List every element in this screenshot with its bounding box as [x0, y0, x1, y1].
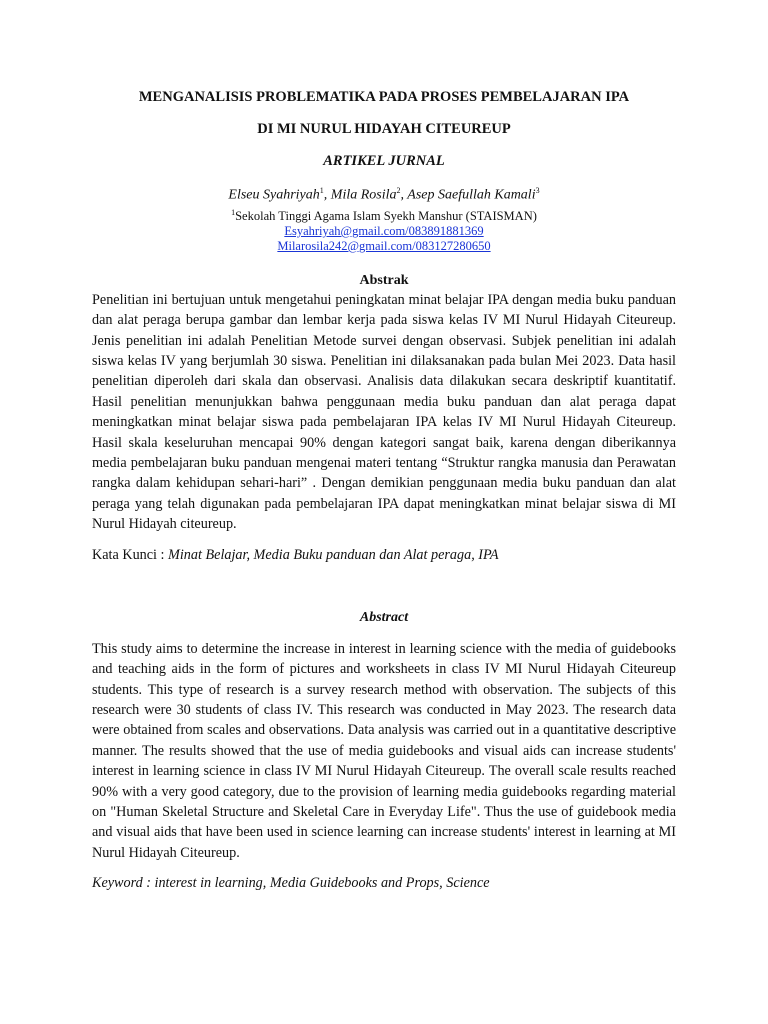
abstrak-body: Penelitian ini bertujuan untuk mengetahui peningkatan minat belajar IPA dengan media buku panduan dan alat peraga berupa gambar dan lembar kerja pada siswa kelas IV MI Nurul Hidayah Citeureup. Jenis penelitian ini adalah Penelitian Metode survei dengan observasi. Subjek penelitian ini adalah siswa kelas IV yang berjumlah 30 siswa. Penelitian ini dilaksanakan pada bulan Mei 2023. Data hasil penelitian diperoleh dari skala dan observasi. Analisis data dilakukan secara deskriptif kuantitatif. Hasil penelitian menunjukkan bahwa penggunaan media buku panduan dan alat peraga dapat meningkatkan minat belajar siswa pada pembelajaran IPA kelas IV MI Nurul Hidayah Citeureup. Hasil skala keseluruhan mencapai 90% dengan kategori sangat baik, karena dengan diberikannya media pembelajaran buku panduan mengenai materi tentang “Struktur rangka manusia dan Perawatan rangka dalam kehidupan sehari-hari” . Dengan demikian penggunaan media buku panduan dan alat peraga yang telah digunakan pada pembelajaran IPA dapat meningkatkan minat belajar siswa di MI Nurul Hidayah citeureup. [92, 291, 676, 533]
author-separator: , [323, 187, 331, 203]
author-name: Elseu Syahriyah [228, 187, 320, 203]
author-name: Mila Rosila [330, 187, 397, 203]
author-sup: 2 [396, 186, 401, 195]
paper-title-line-2: DI MI NURUL HIDAYAH CITEUREUP [257, 121, 511, 137]
contact-list [92, 224, 676, 254]
abstract-body: This study aims to determine the increase in interest in learning science with the media of guidebooks and teaching aids in the form of pictures and worksheets in class IV MI Nurul Hidayah Citeureup students. This type of research is a survey research method with observation. The subjects of this research were 30 students of class IV. This research was conducted in May 2023. The research data were obtained from scales and observations. Data analysis was carried out in a quantitative descriptive manner. The results showed that the use of media guidebooks and visual aids can increase students' interest in learning science in class IV MI Nurul Hidayah Citeureup. The overall scale results reached 90% with a very good category, due to the provision of learning media guidebooks regarding material on "Human Skeletal Structure and Skeletal Care in Everyday Life". Thus the use of guidebook media and visual aids that have been used in science learning can increase students' interest in learning at MI Nurul Hidayah Citeureup. [92, 640, 676, 861]
author-name: Asep Saefullah Kamali [407, 187, 536, 203]
kata-kunci-label: Kata Kunci : [92, 546, 169, 563]
kata-kunci-line [92, 545, 676, 565]
author-sup: 3 [535, 186, 540, 195]
affiliation-text: Sekolah Tinggi Agama Islam Syekh Manshur (STAISMAN) [235, 208, 537, 223]
contact-email-link[interactable]: Milarosila242@gmail.com/083127280650 [277, 238, 491, 253]
author-list [92, 182, 676, 205]
contact-email-link[interactable]: Esyahriyah@gmail.com/083891881369 [284, 223, 484, 238]
abstrak-heading: Abstrak [359, 272, 409, 288]
affiliation [92, 205, 676, 224]
paper-title-line-1: MENGANALISIS PROBLEMATIKA PADA PROSES PEMBELAJARAN IPA [138, 89, 630, 105]
paper-subtitle: ARTIKEL JURNAL [323, 153, 445, 169]
author-separator: , [400, 187, 408, 203]
kata-kunci-values: Minat Belajar, Media Buku panduan dan Alat peraga, IPA [168, 546, 499, 563]
author-sup: 1 [319, 186, 324, 195]
abstract-heading: Abstract [359, 609, 409, 625]
keyword-line: Keyword : interest in learning, Media Guidebooks and Props, Science [92, 875, 490, 892]
affiliation-sup: 1 [231, 207, 236, 217]
